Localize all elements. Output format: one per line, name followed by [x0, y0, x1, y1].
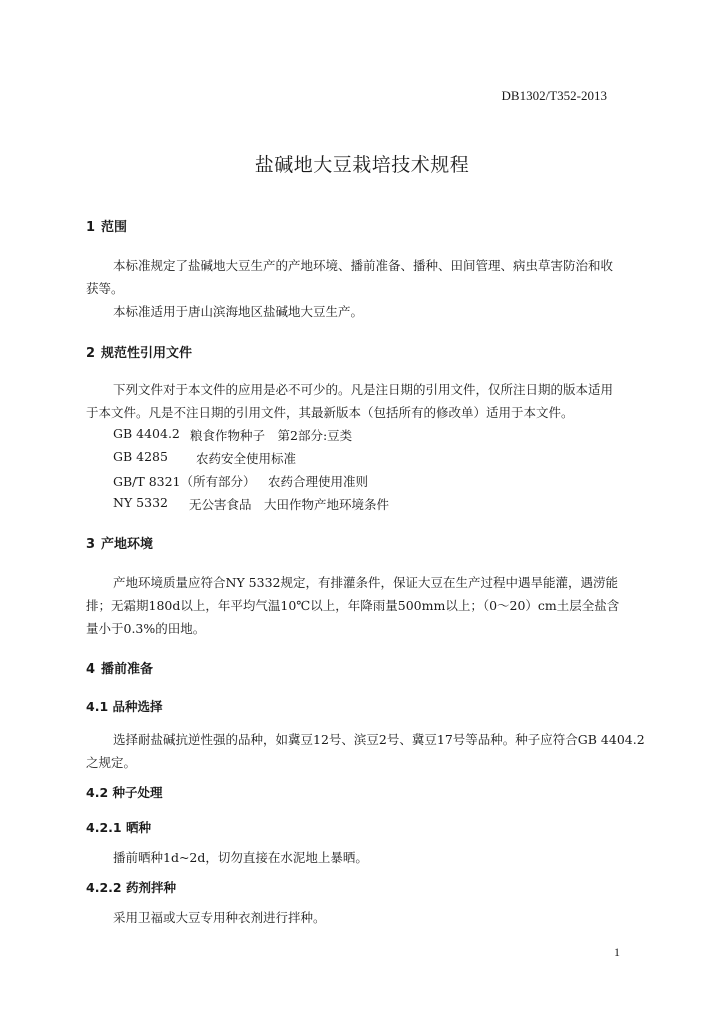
reference-name: 粮食作物种子 第2部分:豆类	[190, 428, 353, 443]
section-number: 3	[86, 537, 96, 552]
section-number: 4	[86, 662, 96, 677]
reference-code: NY 5332	[113, 495, 168, 510]
section-4-heading	[86, 658, 153, 677]
section-title: 规范性引用文件	[101, 346, 193, 361]
paragraph-line: 产地环境质量应符合NY 5332规定，有排灌条件，保证大豆在生产过程中遇旱能灌，遇涝能	[113, 575, 618, 590]
subsection-4-2-heading: 4.2 种子处理	[86, 785, 163, 800]
section-title: 产地环境	[101, 537, 154, 552]
section-3-heading	[86, 533, 153, 552]
paragraph-line: 播前晒种1d~2d，切勿直接在水泥地上暴晒。	[113, 850, 368, 865]
section-2-heading	[86, 342, 192, 361]
paragraph-line: 排；无霜期180d以上，年平均气温10℃以上，年降雨量500mm以上；（0～20）cm土层全盐含	[86, 598, 620, 613]
paragraph-line: 于本文件。凡是不注日期的引用文件，其最新版本（包括所有的修改单）适用于本文件。	[86, 405, 574, 420]
standard-code: DB1302/T352-2013	[501, 88, 607, 103]
section-title: 播前准备	[101, 662, 154, 677]
paragraph-line: 之规定。	[86, 755, 137, 770]
section-1-heading	[86, 216, 127, 235]
paragraph-line: 采用卫福或大豆专用种衣剂进行拌种。	[113, 910, 326, 925]
subsection-4-1-heading: 4.1 品种选择	[86, 699, 163, 714]
reference-code: GB/T 8321（所有部分）	[113, 474, 256, 489]
reference-name: 农药合理使用准则	[268, 474, 369, 489]
paragraph-line: 选择耐盐碱抗逆性强的品种，如冀豆12号、滨豆2号、冀豆17号等品种。种子应符合GB 4404.2	[113, 732, 645, 747]
section-number: 2	[86, 346, 96, 361]
reference-code: GB 4285	[113, 449, 168, 464]
reference-name: 农药安全使用标准	[196, 451, 297, 466]
reference-code: GB 4404.2	[113, 426, 180, 441]
subsection-4-2-1-heading: 4.2.1 晒种	[86, 820, 151, 835]
document-title: 盐碱地大豆栽培技术规程	[254, 154, 470, 176]
paragraph-line: 本标准规定了盐碱地大豆生产的产地环境、播前准备、播种、田间管理、病虫草害防治和收	[113, 258, 614, 273]
paragraph-line: 下列文件对于本文件的应用是必不可少的。凡是注日期的引用文件，仅所注日期的版本适用	[113, 382, 614, 397]
paragraph-line: 量小于0.3%的田地。	[86, 621, 206, 636]
subsection-4-2-2-heading: 4.2.2 药剂拌种	[86, 880, 176, 895]
page-number: 1	[614, 945, 620, 959]
paragraph-line: 获等。	[86, 281, 124, 296]
section-number: 1	[86, 220, 96, 235]
paragraph-line: 本标准适用于唐山滨海地区盐碱地大豆生产。	[113, 304, 364, 319]
reference-name: 无公害食品 大田作物产地环境条件	[189, 497, 390, 512]
section-title: 范围	[101, 220, 128, 235]
